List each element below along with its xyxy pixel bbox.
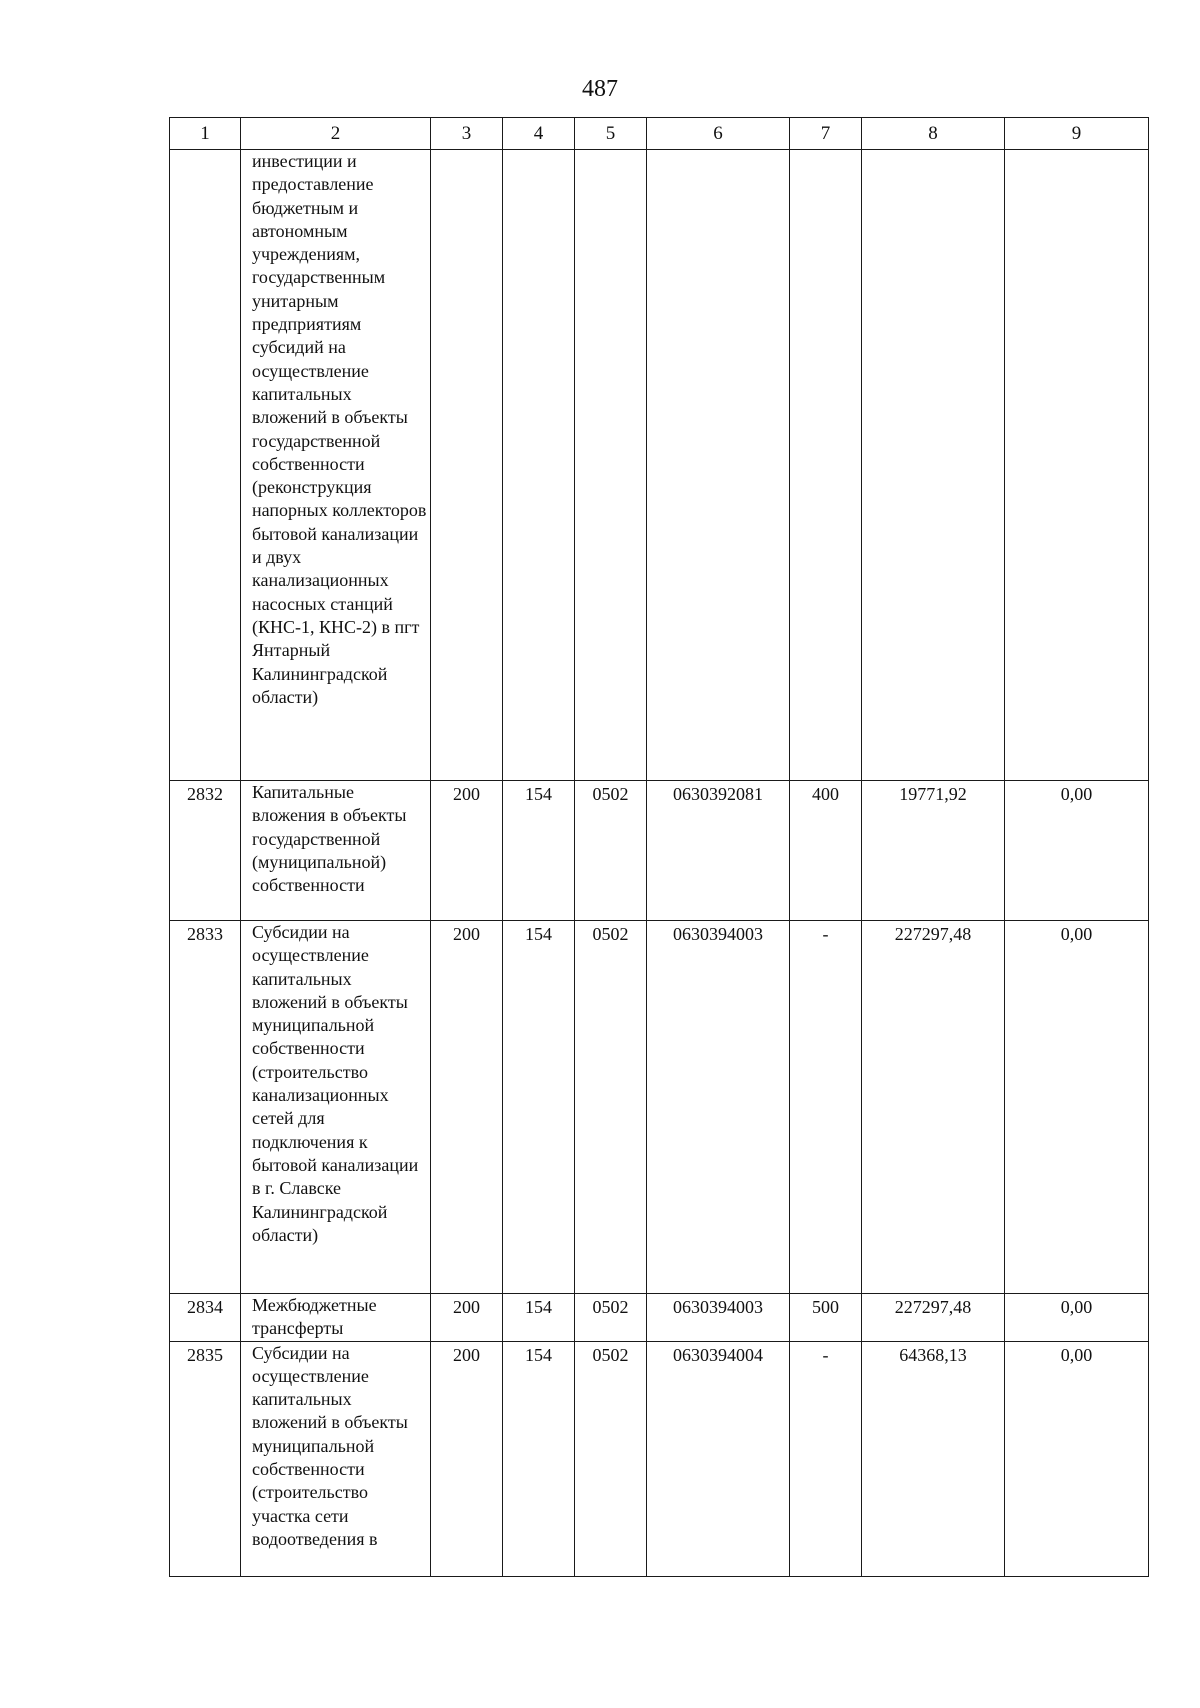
code-cell: 154 (503, 781, 575, 921)
amount-cell: 0,00 (1005, 921, 1149, 1294)
page-number: 487 (582, 76, 618, 102)
amount-cell (1005, 150, 1149, 781)
amount-cell: 0,00 (1005, 781, 1149, 921)
expense-type-cell: 500 (790, 1294, 862, 1342)
amount-cell (862, 150, 1005, 781)
code-cell: 154 (503, 1294, 575, 1342)
code-cell: 0502 (575, 1294, 647, 1342)
amount-cell: 227297,48 (862, 921, 1005, 1294)
amount-cell: 0,00 (1005, 1341, 1149, 1576)
code-cell: 200 (431, 781, 503, 921)
expense-type-cell (790, 150, 862, 781)
row-number-cell: 2835 (170, 1341, 241, 1576)
column-header: 1 (170, 118, 241, 150)
table-row (170, 921, 1149, 1294)
expense-type-cell: - (790, 1341, 862, 1576)
code-cell: 154 (503, 921, 575, 1294)
code-cell: 0502 (575, 921, 647, 1294)
code-cell: 0502 (575, 781, 647, 921)
column-header: 6 (647, 118, 790, 150)
row-number-cell: 2834 (170, 1294, 241, 1342)
description-cell: Капитальные вложения в объекты государственной (муниципальной) собственности (241, 781, 431, 921)
code-cell: 200 (431, 1341, 503, 1576)
target-article-cell: 0630394004 (647, 1341, 790, 1576)
code-cell (503, 150, 575, 781)
code-cell: 200 (431, 1294, 503, 1342)
expense-type-cell: - (790, 921, 862, 1294)
column-header: 8 (862, 118, 1005, 150)
code-cell: 0502 (575, 1341, 647, 1576)
expense-type-cell: 400 (790, 781, 862, 921)
budget-table (169, 117, 1149, 1577)
target-article-cell: 0630394003 (647, 1294, 790, 1342)
target-article-cell: 0630392081 (647, 781, 790, 921)
table-row (170, 150, 1149, 781)
target-article-cell: 0630394003 (647, 921, 790, 1294)
code-cell: 200 (431, 921, 503, 1294)
table-row (170, 1294, 1149, 1342)
amount-cell: 0,00 (1005, 1294, 1149, 1342)
column-header: 2 (241, 118, 431, 150)
column-header: 7 (790, 118, 862, 150)
table-header-row (170, 118, 1149, 150)
code-cell (431, 150, 503, 781)
amount-cell: 64368,13 (862, 1341, 1005, 1576)
table-row (170, 781, 1149, 921)
code-cell: 154 (503, 1341, 575, 1576)
target-article-cell (647, 150, 790, 781)
code-cell (575, 150, 647, 781)
column-header: 3 (431, 118, 503, 150)
amount-cell: 227297,48 (862, 1294, 1005, 1342)
description-cell: инвестиции и предоставление бюджетным и автономным учреждениям, государственным унитарным предприятиям субсидий на осуществление капитальных вложений в объекты государственной собственности (реконструкция напорных коллекторов бытовой канализации и двух канализационных насосных станций (КНС-1, КНС-2) в пгт Янтарный Калининградской области) (241, 150, 431, 781)
amount-cell: 19771,92 (862, 781, 1005, 921)
column-header: 9 (1005, 118, 1149, 150)
row-number-cell: 2832 (170, 781, 241, 921)
table-row (170, 1341, 1149, 1576)
row-number-cell: 2833 (170, 921, 241, 1294)
description-cell: Межбюджетные трансферты (241, 1294, 431, 1342)
description-cell: Субсидии на осуществление капитальных вложений в объекты муниципальной собственности (строительство канализационных сетей для подключения к бытовой канализации в г. Славске Калининградской области) (241, 921, 431, 1294)
column-header: 5 (575, 118, 647, 150)
description-cell: Субсидии на осуществление капитальных вложений в объекты муниципальной собственности (строительство участка сети водоотведения в (241, 1341, 431, 1576)
column-header: 4 (503, 118, 575, 150)
row-number-cell (170, 150, 241, 781)
